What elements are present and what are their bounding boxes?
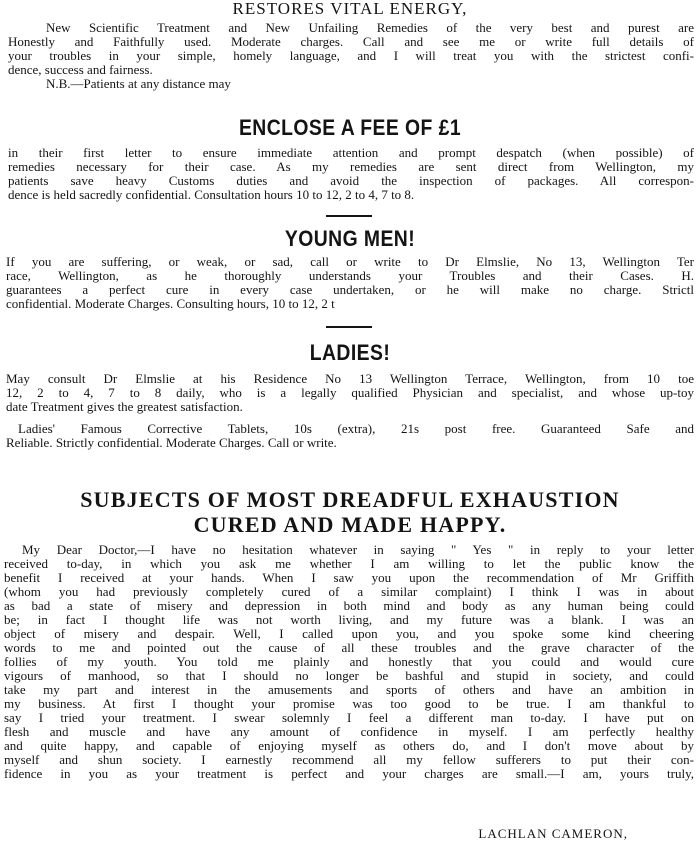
letter-line: and quite happy, and capable of enjoying myself as others do, and I don't move about by — [4, 738, 694, 753]
testimonial-letter — [4, 543, 694, 781]
young-men-heading: YOUNG MEN! — [284, 226, 416, 251]
letter-line: received to-day, in which you ask me whether I am willing to let the public know the — [4, 556, 694, 571]
ladies-heading: LADIES! — [309, 340, 391, 365]
letter-line: flesh and muscle and have any amount of confidence in myself. I am perfectly healthy — [4, 724, 694, 739]
intro-note: N.B.—Patients at any distance may — [46, 76, 231, 91]
young-men-line: confidential. Moderate Charges. Consulting hours, 10 to 12, 2 t — [6, 296, 335, 311]
section-divider — [326, 326, 372, 328]
intro-line: dence, success and fairness. — [8, 62, 153, 77]
ladies-tablets-line: Ladies' Famous Corrective Tablets, 10s (extra), 21s post free. Guaranteed Safe and — [18, 421, 694, 436]
letter-line: myself and shun society. I earnestly recommend all my fellow sufferers to put their con- — [4, 752, 694, 767]
ladies-line: date Treatment gives the greatest satisfaction. — [6, 399, 243, 414]
testimonial-heading-line-1: SUBJECTS OF MOST DREADFUL EXHAUSTION — [80, 487, 620, 512]
ladies-line: 12, 2 to 4, 7 to 8 daily, who is a legally qualified Physician and specialist, and whose up-toy — [6, 385, 694, 400]
intro-paragraph — [8, 21, 694, 91]
letter-line: object of misery and despair. Well, I called upon you, and you spoke some kind cheering — [4, 626, 694, 641]
letter-line: words to me and pointed out the cause of all these troubles and the grave character of the — [4, 640, 694, 655]
letter-line: My Dear Doctor,—I have no hesitation whatever in saying " Yes " in reply to your letter — [22, 542, 694, 557]
letter-line: benefit I received at your hands. When I saw you upon the recommendation of Mr Griffith — [4, 570, 694, 585]
fee-line: dence is held sacredly confidential. Consultation hours 10 to 12, 2 to 4, 7 to 8. — [8, 187, 415, 202]
fee-paragraph — [8, 146, 694, 202]
testimonial-heading-line-2: CURED AND MADE HAPPY. — [193, 512, 507, 537]
fee-line: patients save heavy Customs duties and avoid the inspection of packages. All correspon- — [8, 173, 694, 188]
ladies-paragraph — [6, 372, 694, 414]
young-men-line: If you are suffering, or weak, or sad, call or write to Dr Elmslie, No 13, Wellington Ter — [6, 254, 694, 269]
letter-line: as bad a state of misery and depression in both mind and body as any human being could — [4, 598, 694, 613]
young-men-paragraph — [6, 255, 694, 311]
ladies-line: May consult Dr Elmslie at his Residence No 13 Wellington Terrace, Wellington, from 10 toe — [6, 371, 694, 386]
intro-line: New Scientific Treatment and New Unfailing Remedies of the very best and purest are — [46, 20, 694, 35]
section-divider — [326, 215, 372, 217]
letter-line: my business. At first I thought your promise was too good to be true. I am thankful to — [4, 696, 694, 711]
letter-line: fidence in you as your treatment is perfect and your charges are small.—I am, yours truly, — [4, 766, 694, 781]
fee-line: in their first letter to ensure immediate attention and prompt despatch (when possible) of — [8, 145, 694, 160]
ladies-tablets-paragraph — [6, 422, 694, 450]
intro-line: your troubles in your simple, homely language, and I will treat you with the strictest confi- — [8, 48, 694, 63]
letter-line: be; in fact I thought life was not worth living, and my future was a blank. I was an — [4, 612, 694, 627]
ladies-tablets-line: Reliable. Strictly confidential. Moderate Charges. Call or write. — [6, 435, 337, 450]
letter-line: follies of my youth. You told me plainly and honestly that you could and would cure — [4, 654, 694, 669]
letter-line: (whom you had previously completely cured of a similar complaint) I think I was in about — [4, 584, 694, 599]
young-men-line: guarantees a perfect cure in every case undertaken, or he will make no charge. Strictl — [6, 282, 694, 297]
top-heading: RESTORES VITAL ENERGY, — [232, 0, 468, 18]
letter-signature: LACHLAN CAMERON, — [478, 826, 628, 841]
young-men-line: race, Wellington, as he thoroughly understands your Troubles and their Cases. H. — [6, 268, 694, 283]
letter-line: take my part and interest in the amusements and sports of others and have an ambition in — [4, 682, 694, 697]
fee-line: remedies necessary for their case. As my remedies are sent direct from Wellington, my — [8, 159, 694, 174]
letter-line: say I tried your treatment. I swear solemnly I feel a different man to-day. I have put on — [4, 710, 694, 725]
fee-heading: ENCLOSE A FEE OF £1 — [238, 115, 462, 140]
intro-line: Honestly and Faithfully used. Moderate charges. Call and see me or write full details of — [8, 34, 694, 49]
letter-line: vigours of manhood, so that I should no longer be bashful and stupid in society, and could — [4, 668, 694, 683]
